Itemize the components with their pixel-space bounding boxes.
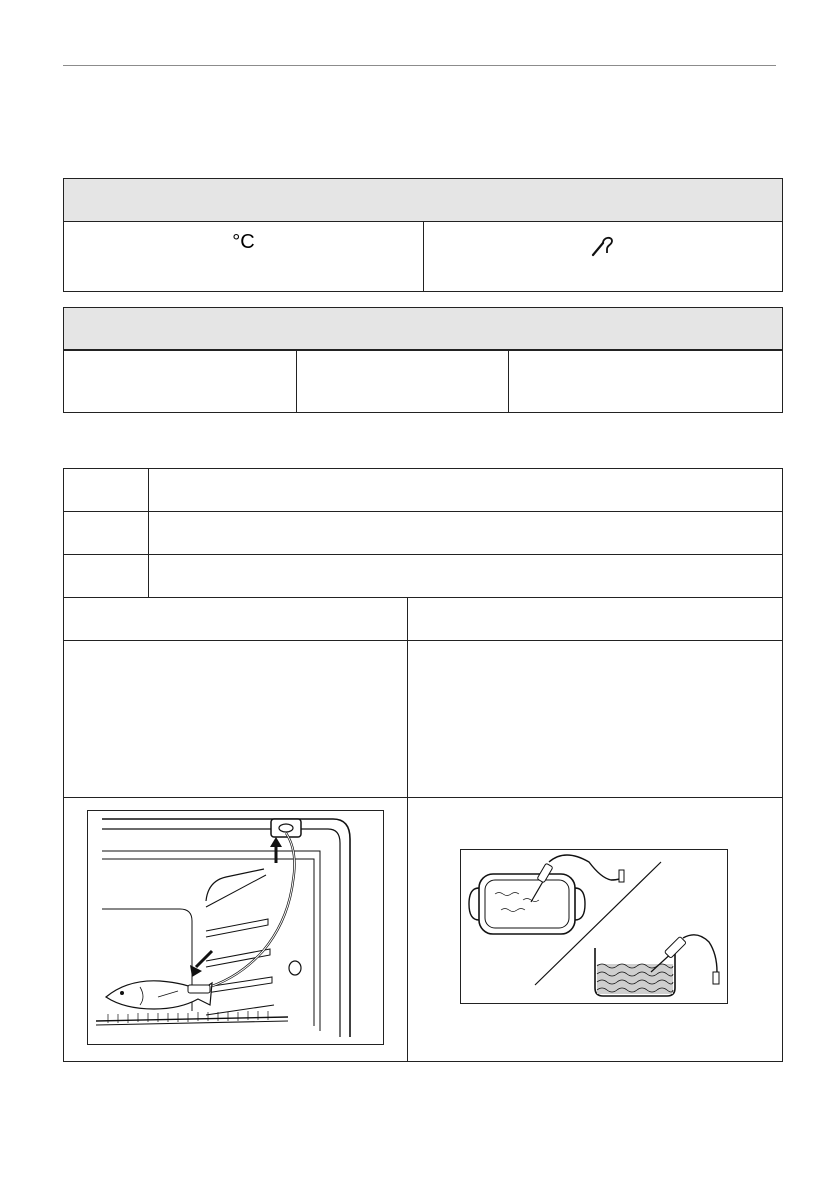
settings-table-cell — [63, 350, 297, 413]
step-number-cell — [63, 468, 149, 512]
settings-table-header — [63, 307, 783, 351]
degree-celsius-icon: °C — [232, 231, 255, 253]
casserole-food-sensor-illustration — [460, 849, 728, 1004]
column-body-cell — [63, 640, 408, 798]
sensor-table-header — [63, 178, 783, 222]
header-rule — [63, 65, 776, 66]
column-body-cell — [407, 640, 783, 798]
step-number-cell — [63, 554, 149, 598]
column-title-cell — [407, 597, 783, 641]
step-text-cell — [148, 468, 783, 512]
oven-food-sensor-illustration — [87, 810, 384, 1045]
sensor-table-cell-temperature — [63, 221, 424, 292]
column-title-cell — [63, 597, 408, 641]
sensor-table-cell-probe — [423, 221, 783, 292]
step-text-cell — [148, 511, 783, 555]
food-sensor-icon — [590, 234, 616, 291]
settings-table-cell — [296, 350, 509, 413]
settings-table-cell — [508, 350, 783, 413]
step-number-cell — [63, 511, 149, 555]
step-text-cell — [148, 554, 783, 598]
